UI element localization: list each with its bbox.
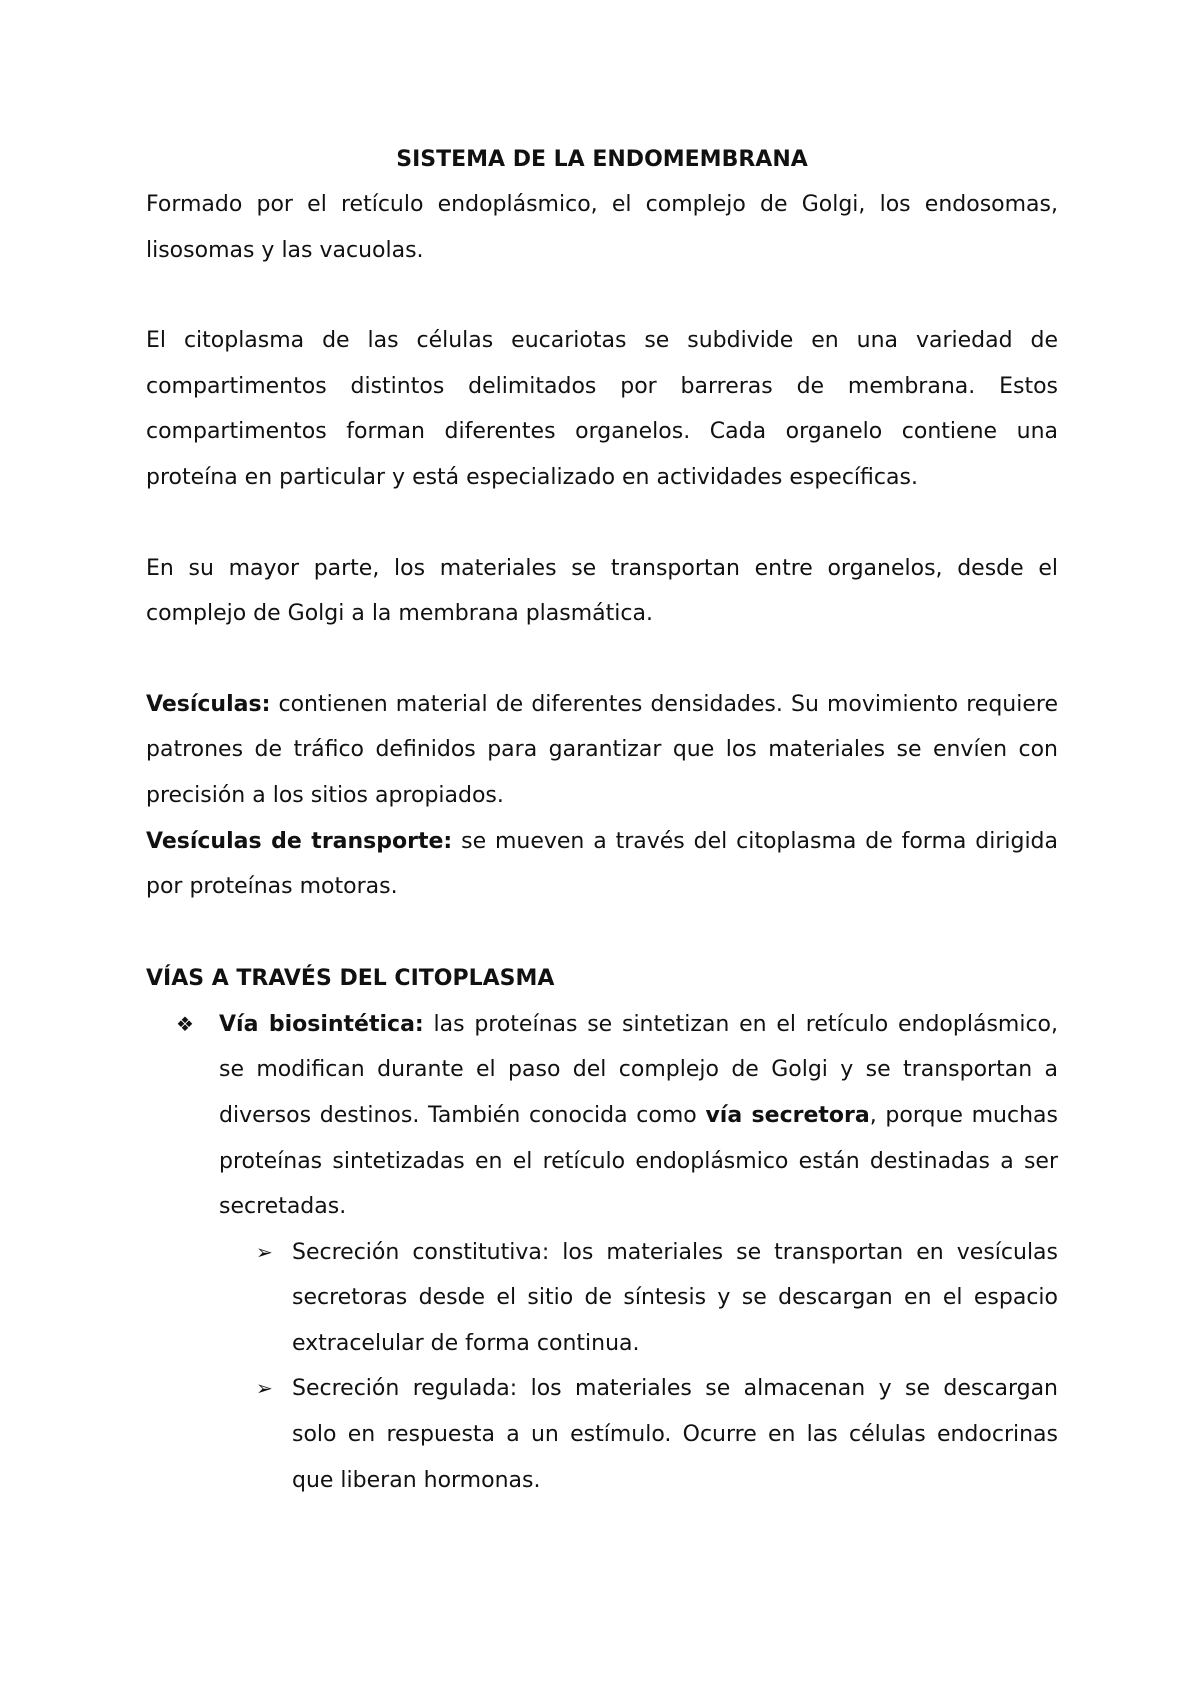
via-text-1: las proteínas se sintetizan en el retículo endoplásmico, se modifican durante el paso del complejo de Golgi y se transportan a diversos destinos. También conocida como — [219, 1011, 1059, 1128]
arrow-bullet-icon: ➢ — [256, 1239, 273, 1264]
list-item-secrecion-constitutiva — [146, 1230, 1058, 1367]
section-heading: VÍAS A TRAVÉS DEL CITOPLASMA — [146, 965, 555, 991]
arrow-bullet-icon: ➢ — [256, 1376, 273, 1401]
secrecion-constitutiva-text: Secreción constitutiva: los materiales se transportan en vesículas secretoras desde el sitio de síntesis y se descargan en el espacio extracelular de forma continua. — [292, 1239, 1058, 1356]
via-text-2: , porque muchas proteínas sintetizadas en el retículo endoplásmico están destinadas a ser secretadas. — [219, 1102, 1058, 1220]
transport-paragraph: En su mayor parte, los materiales se transportan entre organelos, desde el complejo de Golgi a la membrana plasmática. — [146, 555, 1058, 627]
diamond-bullet-icon: ❖ — [176, 1011, 194, 1036]
vesiculas-text: contienen material de diferentes densidades. Su movimiento requiere patrones de tráfico definidos para garantizar que los materiales se envíen con precisión a los sitios apropiados. — [146, 691, 1058, 808]
vesiculas-term: Vesículas: — [146, 691, 271, 717]
page-title: SISTEMA DE LA ENDOMEMBRANA — [396, 147, 808, 172]
vesiculas-transporte-paragraph — [146, 819, 1058, 910]
list-item-via-biosintetica — [146, 1002, 1058, 1230]
document-page — [146, 138, 1058, 1503]
cytoplasm-paragraph: El citoplasma de las células eucariotas se subdivide en una variedad de compartimentos distintos delimitados por barreras de membrana. Estos compartimentos forman diferentes organelos. Cada organelo contiene una proteína en particular y está especializado en actividades específicas. — [146, 328, 1058, 490]
via-term-2: vía secretora — [705, 1102, 870, 1128]
secrecion-regulada-text: Secreción regulada: los materiales se almacenan y se descargan solo en respuesta a un estímulo. Ocurre en las células endocrinas que liberan hormonas. — [292, 1376, 1058, 1493]
vesiculas-paragraph — [146, 682, 1058, 819]
vesiculas-transporte-text: se mueven a través del citoplasma de forma dirigida por proteínas motoras. — [146, 828, 1059, 900]
via-term: Vía biosintética: — [219, 1011, 424, 1037]
intro-paragraph: Formado por el retículo endoplásmico, el complejo de Golgi, los endosomas, lisosomas y las vacuolas. — [146, 192, 1058, 263]
vesiculas-transporte-term: Vesículas de transporte: — [146, 828, 453, 854]
list-item-secrecion-regulada — [146, 1366, 1058, 1503]
